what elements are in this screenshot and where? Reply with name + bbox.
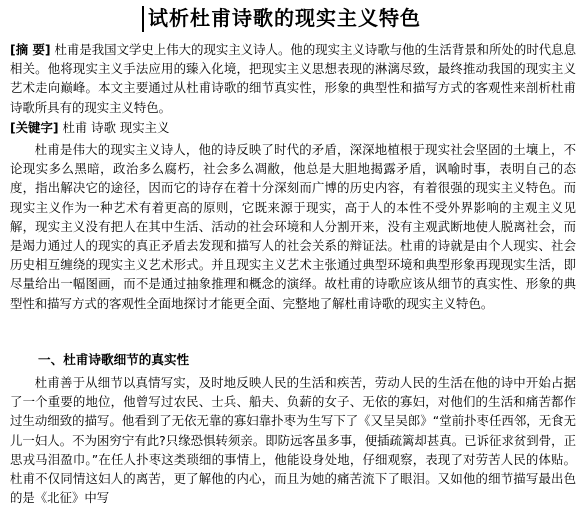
intro-paragraph: 杜甫是伟大的现实主义诗人，他的诗反映了时代的矛盾，深深地植根于现实社会坚固的土壤上，不论现实多么黑暗，政治多么腐朽，社会多么凋敝，他总是大胆地揭露矛盾，讽喻时事，表明自己的态度，指出解决它的途径，因而它的诗存在着十分深刻而广博的历史内容，有着很强的现实主义特色。而现实主义作为一种艺术有着更高的原则，它既来源于现实，高于人的本性不受外界影响的主观主义见解，现实主义没有把人在其中生活、活动的社会环境和人分割开来，没有主观武断地使人脱离社会，而是竭力通过人的现实的真正矛盾去发现和描写人的社会关系的辩证法。杜甫的诗就是由个人现实、社会历史相互缠绕的现实主义艺术形式。并且现实主义艺术主张通过典型环境和典型形象再现现实生活，即尽量给出一幅图画，而不是通过抽象推理和概念的演绎。故杜甫的诗歌应该从细节的真实性、形象的典型性和描写方式的客观性全面地探讨才能更全面、完整地了解杜甫诗歌的现实主义特色。 <box>10 142 576 311</box>
abstract-label: [摘 要] <box>10 42 51 57</box>
abstract-paragraph <box>10 40 576 117</box>
abstract-text: 杜甫是我国文学史上伟大的现实主义诗人。他的现实主义诗歌与他的生活背景和所处的时代息息相关。他将现实主义手法应用的臻入化境，把现实主义思想表现的淋漓尽致，最终推动我国的现实主义艺术走向巅峰。本文主要通过从杜甫诗歌的细节真实性，形象的典型性和描写方式的客观性来剖析杜甫诗歌所具有的现实主义特色。 <box>10 42 576 115</box>
keywords-text: 杜甫 诗歌 现实主义 <box>62 120 170 135</box>
section-heading: 一、杜甫诗歌细节的真实性 <box>38 352 190 367</box>
page-title: 试析杜甫诗歌的现实主义特色 <box>148 6 421 30</box>
keywords-label: [关键字] <box>10 120 59 135</box>
text-cursor <box>142 6 144 32</box>
keywords-paragraph <box>10 118 576 137</box>
section-paragraph: 杜甫善于从细节以真情写实，及时地反映人民的生活和疾苦，劳动人民的生活在他的诗中开始占据了一个重要的地位，他曾写过农民、士兵、船夫、负薪的女子、无依的寡妇，对他们的生活和痛苦都作过生动细致的描写。他看到了无依无靠的寡妇靠扑枣为生写下了《又呈吴郎》“堂前扑枣任西邻，无食无儿一妇人。不为困穷宁有此?只缘恐惧转须亲。即防远客虽多事，便插疏篱却甚真。已诉征求贫到骨，正思戎马泪盈巾。”在任人扑枣这类琐细的事情上，他能设身处地，仔细观察，表现了对劳苦人民的体贴。杜甫不仅同情这妇人的离苦，更了解他的内心，而且为她的痛苦流下了眼泪。又如他的细节描写最出色的是《北征》中写 <box>10 375 576 506</box>
